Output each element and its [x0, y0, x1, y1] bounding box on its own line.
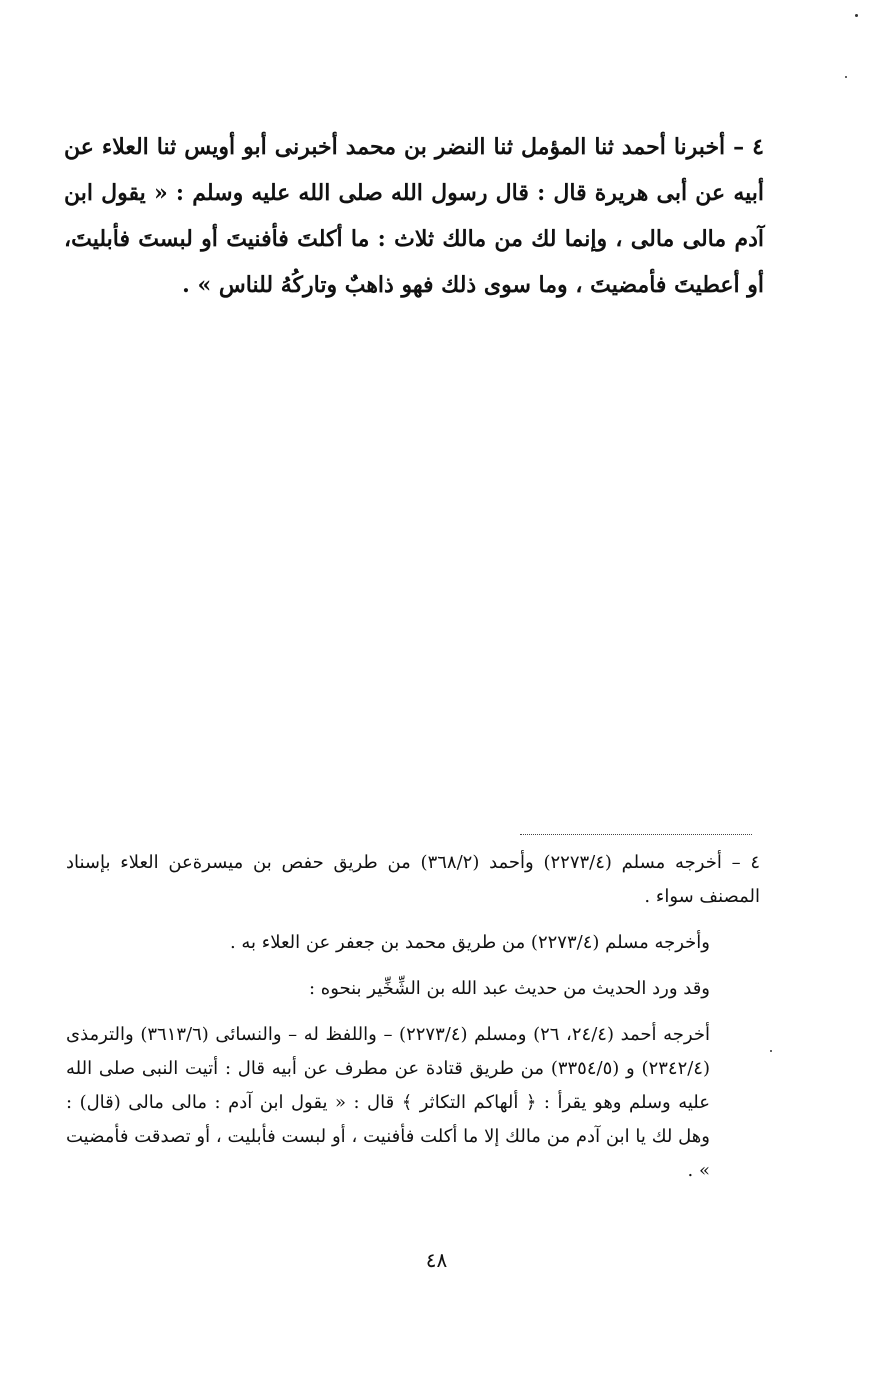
scan-speck [855, 14, 858, 17]
page-number: ٤٨ [425, 1248, 448, 1272]
footnote-paragraph-2: وأخرجه مسلم (٢٢٧٣/٤) من طريق محمد بن جعفر عن العلاء به . [229, 932, 710, 953]
hadith-main-text [64, 124, 764, 308]
hadith-paragraph: ٤ – أخبرنا أحمد ثنا المؤمل ثنا النضر بن محمد أخبرنى أبو أويس ثنا العلاء عن أبيه عن أبى هريرة قال : قال رسول الله صلى الله عليه وسلم : « يقول ابن آدم مالى مالى ، وإنما لك من مالك ثلاث : ما أكلتَ فأفنيتَ أو لبستَ فأبليتَ، أو أعطيتَ فأمضيتَ ، وما سوى ذلك فهو ذاهبٌ وتاركُهُ للناس » . [64, 134, 764, 298]
scan-speck [845, 76, 847, 78]
footnotes-section [66, 846, 760, 1188]
footnote-paragraph-4: أخرجه أحمد (٢٤/٤، ٢٦) ومسلم (٢٢٧٣/٤) – واللفظ له – والنسائى (٣٦١٣/٦) والترمذى (٢٣٤٢/٤) و (٣٣٥٤/٥) من طريق قتادة عن مطرف عن أبيه قال : أتيت النبى صلى الله عليه وسلم وهو يقرأ : ﴿ ألهاكم التكاثر ﴾ قال : « يقول ابن آدم : مالى مالى (قال) : وهل لك يا ابن آدم من مالك إلا ما أكلت فأفنيت ، أو لبست فأبليت ، أو تصدقت فأمضيت » . [66, 1024, 710, 1181]
footnote-paragraph-1: ٤ – أخرجه مسلم (٢٢٧٣/٤) وأحمد (٣٦٨/٢) من طريق حفص بن ميسرةعن العلاء بإسناد المصنف سواء . [66, 852, 760, 907]
footnote-separator [520, 834, 752, 835]
scan-speck [770, 1050, 772, 1052]
footnote-paragraph-3: وقد ورد الحديث من حديث عبد الله بن الشِّخِّير بنحوه : [308, 978, 710, 999]
